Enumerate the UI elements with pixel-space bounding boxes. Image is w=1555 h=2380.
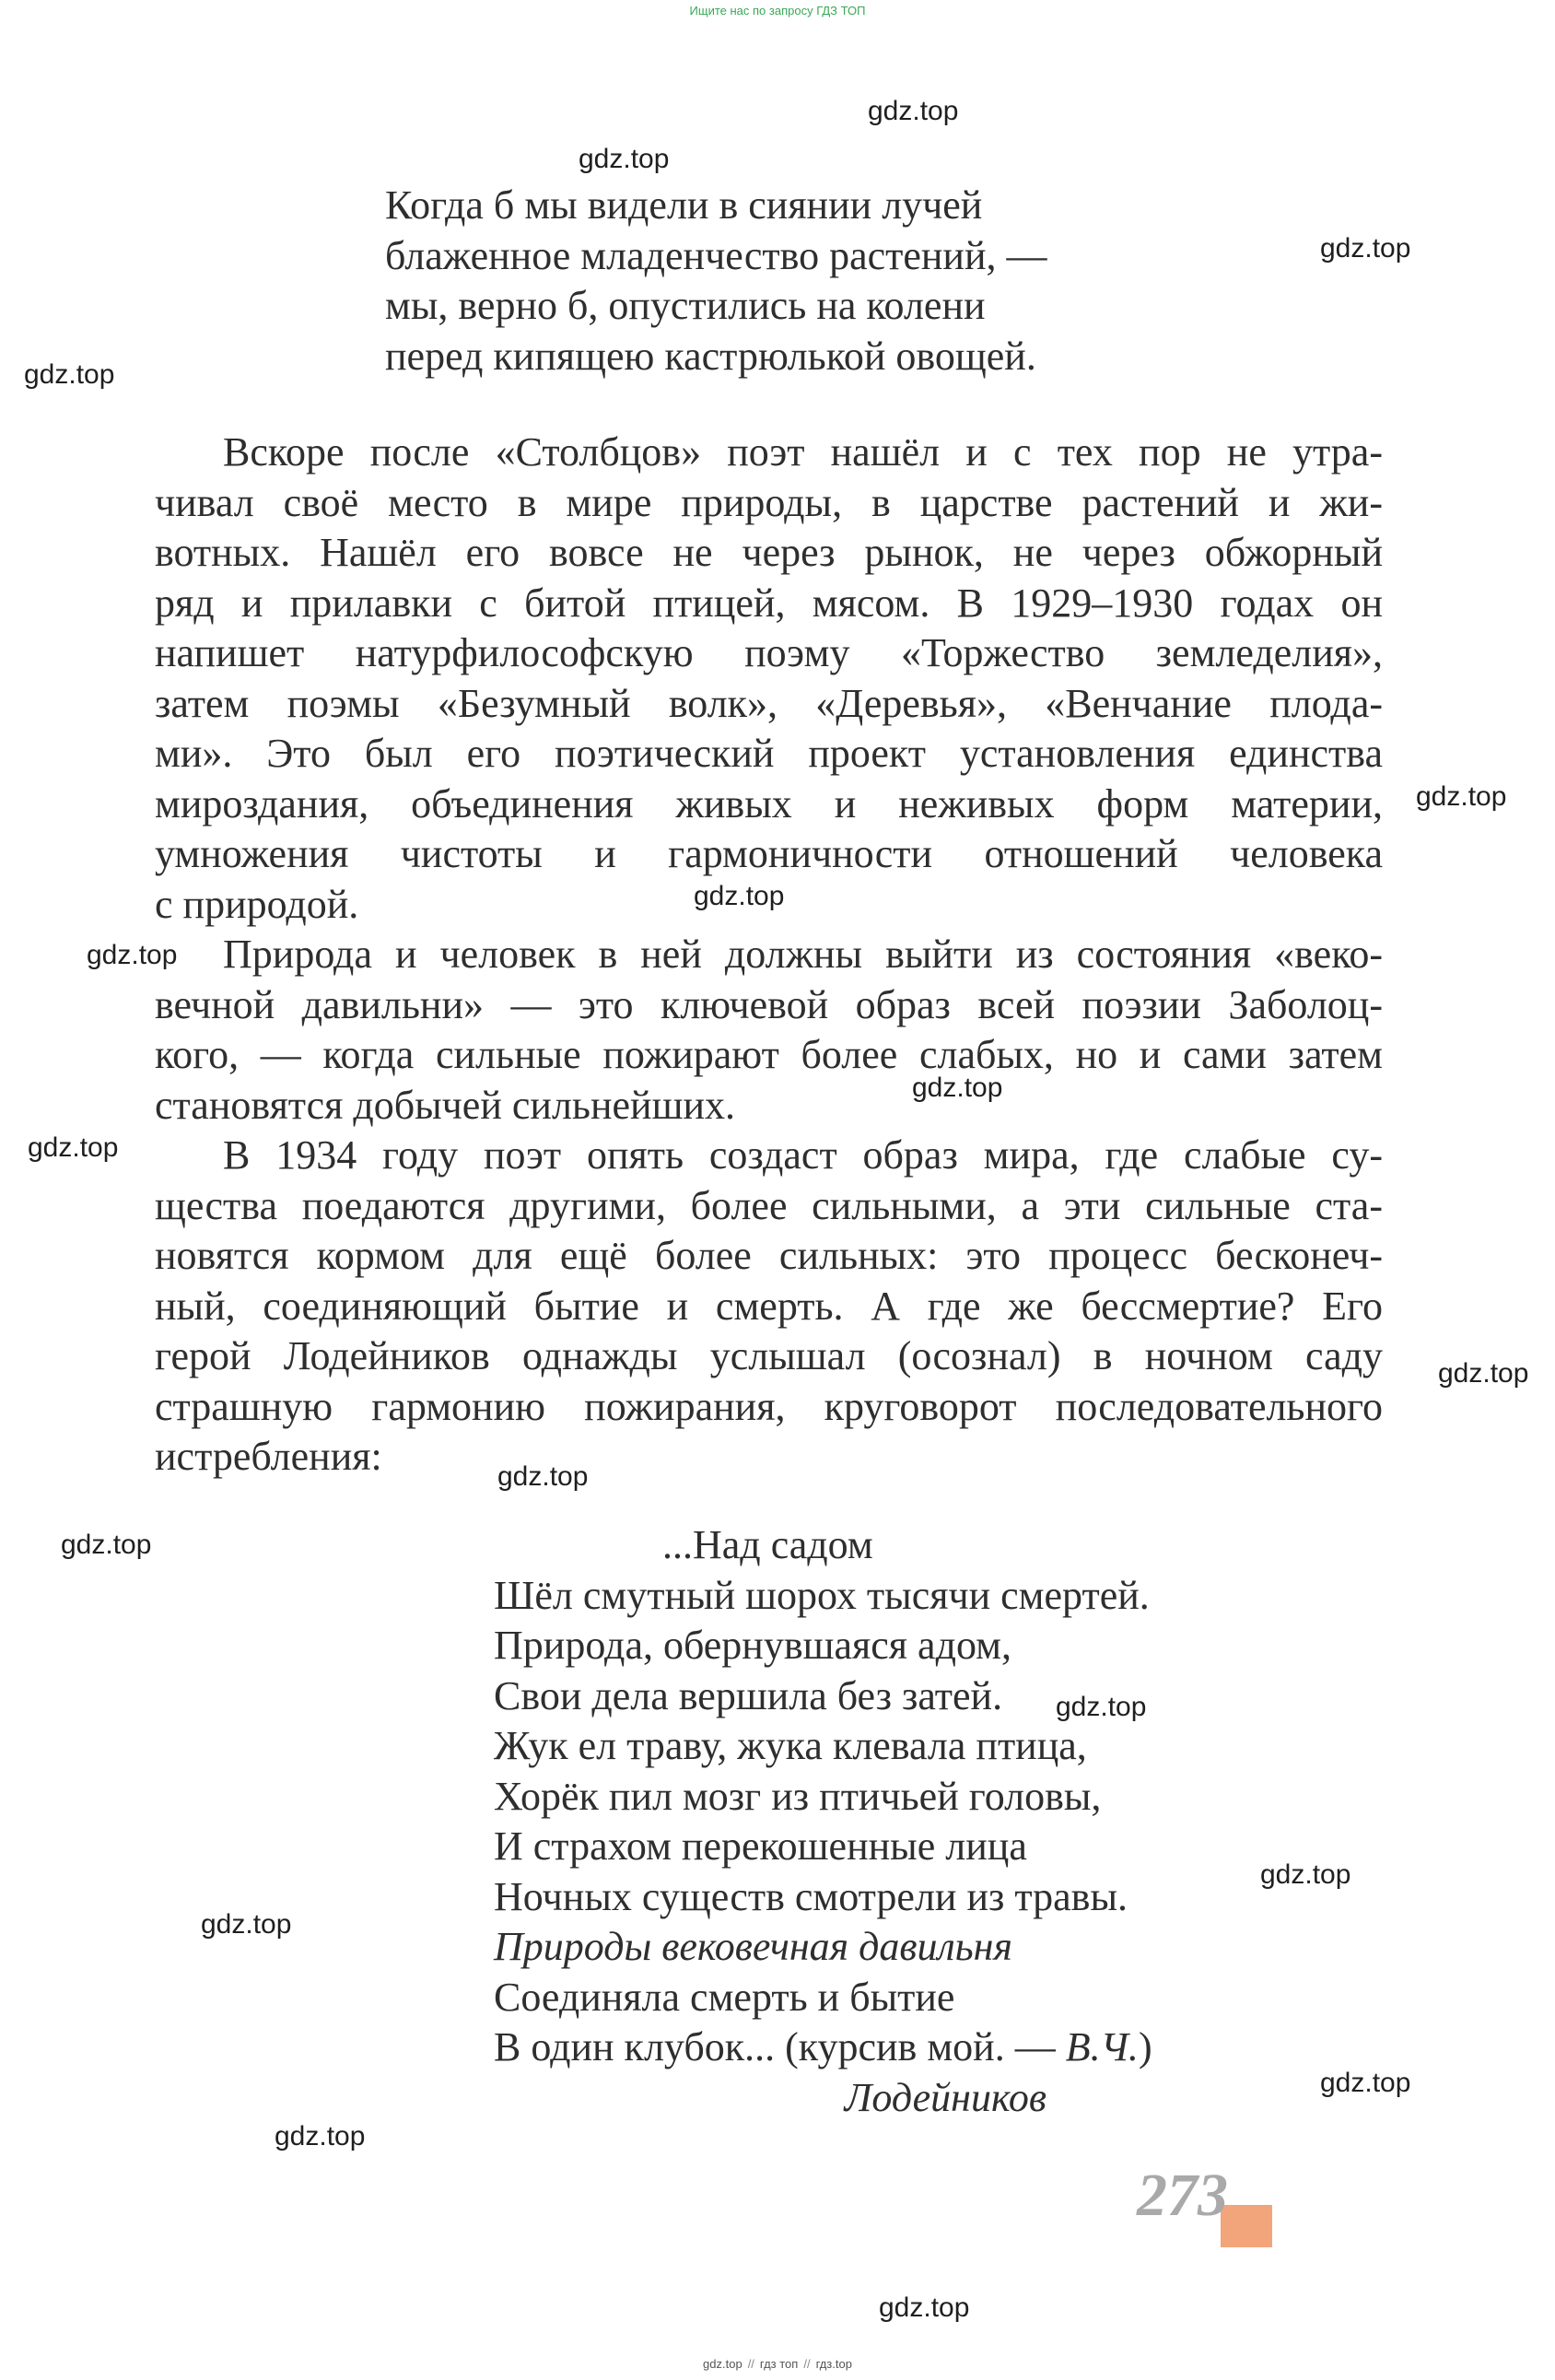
text-line: вотных. Нашёл его вовсе не через рынок, не через обжорный	[155, 530, 1383, 575]
watermark: gdz.top	[868, 96, 959, 126]
watermark: gdz.top	[497, 1461, 589, 1492]
poem-line-italic: Природы вековечная давильня	[494, 1924, 1012, 1969]
watermark: gdz.top	[1416, 781, 1507, 812]
poem-line: И страхом перекошенные лица	[494, 1823, 1027, 1869]
page-number: 273	[1137, 2162, 1228, 2229]
poem-line	[494, 2022, 1249, 2073]
paragraph-2	[155, 930, 1383, 1131]
text-line: страшную гармонию пожирания, круговорот последовательного	[155, 1383, 1383, 1429]
poem-line: Жук ел траву, жука клевала птица,	[494, 1723, 1087, 1768]
poem-line: Ночных существ смотрели из травы.	[494, 1873, 1128, 1919]
bottom-banner-separator: //	[803, 2357, 811, 2371]
text-line: чивал своё место в мире природы, в царстве растений и жи-	[155, 479, 1383, 525]
watermark: gdz.top	[1056, 1692, 1147, 1722]
text-line: затем поэмы «Безумный волк», «Деревья», «Венчание плода-	[155, 680, 1383, 726]
bottom-banner	[0, 2357, 1555, 2371]
text-line: ряд и прилавки с битой птицей, мясом. В 1929–1930 годах он	[155, 580, 1383, 626]
note-close: )	[1138, 2024, 1152, 2069]
text-line: В 1934 году поэт опять создаст образ мира, где слабые су-	[223, 1132, 1383, 1178]
poem-author: Лодейников	[844, 2074, 1046, 2120]
watermark: gdz.top	[1438, 1358, 1529, 1389]
prose-body	[155, 428, 1383, 1483]
text-line: умножения чистоты и гармоничности отношений человека	[155, 831, 1383, 876]
watermark: gdz.top	[1320, 2068, 1411, 2098]
bottom-banner-link[interactable]: гдз топ	[759, 2357, 799, 2371]
poem-line: Природа, обернувшаяся адом,	[494, 1623, 1011, 1668]
watermark: gdz.top	[1320, 233, 1411, 264]
poem-line-text: В один клубок... (курсив мой. —	[494, 2024, 1066, 2069]
text-line: ный, соединяющий бытие и смерть. А где же бессмертие? Его	[155, 1283, 1383, 1329]
watermark: gdz.top	[87, 940, 178, 970]
text-line: кого, — когда сильные пожирают более слабых, но и сами затем	[155, 1032, 1383, 1077]
poem-line: Соединяла смерть и бытие	[494, 1974, 955, 2020]
text-line: щества поедаются другими, более сильными, а эти сильные ста-	[155, 1182, 1383, 1228]
poem-line: перед кипящею кастрюлькой овощей.	[385, 333, 1036, 379]
watermark: gdz.top	[694, 881, 785, 911]
poem-top	[385, 181, 1214, 381]
watermark: gdz.top	[61, 1530, 152, 1560]
bottom-banner-link[interactable]: гдз.top	[815, 2357, 852, 2371]
poem-bottom	[494, 1520, 1249, 2123]
paragraph-1	[155, 428, 1383, 930]
poem-line: блаженное младенчество растений, —	[385, 232, 1047, 278]
text-line: с природой.	[155, 881, 359, 927]
poem-line: Когда б мы видели в сиянии лучей	[385, 182, 983, 228]
text-line: становятся добычей сильнейших.	[155, 1082, 736, 1128]
text-line: мироздания, объединения живых и неживых форм материи,	[155, 780, 1383, 827]
watermark: gdz.top	[24, 359, 115, 390]
text-line: истребления:	[155, 1434, 382, 1479]
text-line: ми». Это был его поэтический проект установления единства	[155, 731, 1383, 776]
poem-line: Свои дела вершила без затей.	[494, 1672, 1003, 1718]
watermark: gdz.top	[912, 1073, 1003, 1103]
watermark: gdz.top	[579, 144, 670, 174]
text-line: Природа и человек в ней должны выйти из состояния «веко-	[223, 932, 1383, 977]
watermark: gdz.top	[28, 1132, 119, 1163]
text-line: Вскоре после «Столбцов» поэт нашёл и с тех пор не утра-	[223, 429, 1383, 475]
text-line: герой Лодейников однажды услышал (осознал) в ночном саду	[155, 1333, 1383, 1378]
watermark: gdz.top	[201, 1909, 292, 1940]
watermark: gdz.top	[1260, 1859, 1351, 1890]
text-line: новятся кормом для ещё более сильных: это процесс бесконеч-	[155, 1233, 1383, 1278]
poem-line: ...Над садом	[662, 1522, 873, 1567]
bottom-banner-separator: //	[747, 2357, 754, 2371]
watermark: gdz.top	[275, 2121, 366, 2151]
watermark: gdz.top	[879, 2292, 970, 2323]
poem-line: Шёл смутный шорох тысячи смертей.	[494, 1572, 1150, 1618]
poem-line: мы, верно б, опустились на колени	[385, 283, 986, 328]
poem-line: Хорёк пил мозг из птичьей головы,	[494, 1773, 1102, 1819]
bottom-banner-link[interactable]: gdz.top	[703, 2357, 742, 2371]
page-corner-tab	[1221, 2205, 1272, 2247]
top-banner[interactable]: Ищите нас по запросу ГДЗ ТОП	[689, 4, 866, 18]
paragraph-3	[155, 1131, 1383, 1483]
text-line: вечной давильни» — это ключевой образ всей поэзии Заболоц-	[155, 981, 1383, 1027]
note-author: В.Ч.	[1065, 2024, 1139, 2069]
text-line: напишет натурфилософскую поэму «Торжество земледелия»,	[155, 630, 1383, 675]
